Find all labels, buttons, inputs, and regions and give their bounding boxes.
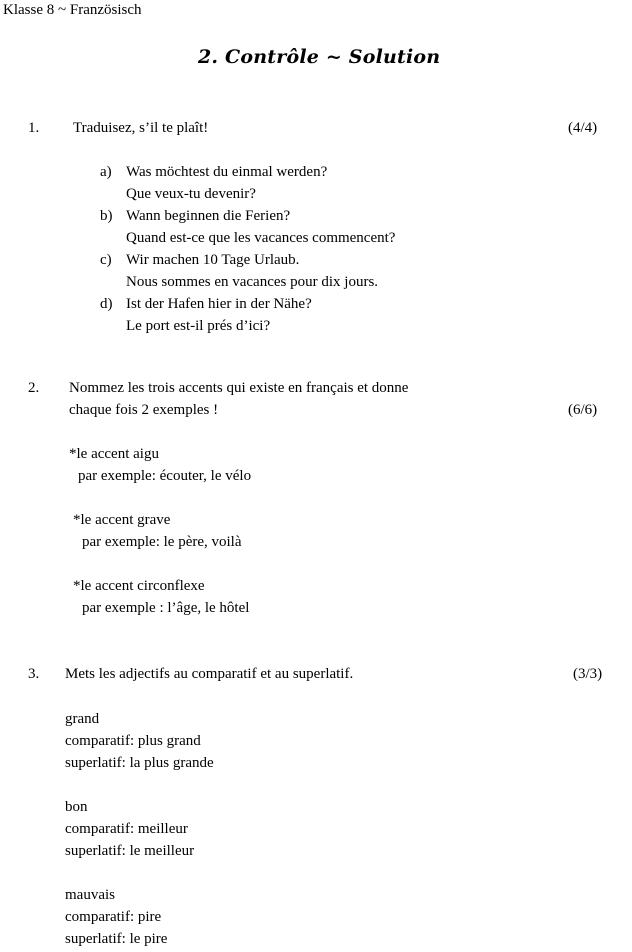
german-sentence: Was möchtest du einmal werden? [126,164,328,180]
exercise-score: (3/3) [573,666,603,682]
exercise-score: (6/6) [568,402,598,418]
item-letter: a) [100,164,112,180]
exercise-instruction: Traduisez, s’il te plaît! [73,120,209,136]
class-label: Klasse 8 ~ Französisch [3,2,142,18]
accent-name: *le accent aigu [69,446,159,462]
adjective-word: mauvais [65,887,115,903]
adjective-comparatif: comparatif: plus grand [65,733,201,749]
german-sentence: Wir machen 10 Tage Urlaub. [126,252,300,268]
accent-name: *le accent circonflexe [73,578,205,594]
item-letter: b) [100,208,113,224]
adjective-word: bon [65,799,88,815]
adjective-comparatif: comparatif: meilleur [65,821,188,837]
french-translation: Que veux-tu devenir? [126,186,256,202]
german-sentence: Wann beginnen die Ferien? [126,208,291,224]
exercise-number: 2. [28,380,40,396]
exercise-instruction: Mets les adjectifs au comparatif et au superlatif. [65,666,354,682]
item-letter: c) [100,252,112,268]
adjective-comparatif: comparatif: pire [65,909,162,925]
item-letter: d) [100,296,113,312]
exercise-score: (4/4) [568,120,598,136]
french-translation: Nous sommes en vacances pour dix jours. [126,274,379,290]
accent-example: par exemple : l’âge, le hôtel [82,600,250,616]
accent-example: par exemple: le père, voilà [82,534,242,550]
french-translation: Le port est-il prés d’ici? [126,318,271,334]
exercise-number: 1. [28,120,40,136]
exercise-number: 3. [28,666,40,682]
exercise-instruction: Nommez les trois accents qui existe en français et donne [69,380,409,396]
german-sentence: Ist der Hafen hier in der Nähe? [126,296,312,312]
adjective-superlatif: superlatif: la plus grande [65,755,214,771]
accent-name: *le accent grave [73,512,171,528]
accent-example: par exemple: écouter, le vélo [78,468,252,484]
page-title: 2. Contrôle ~ Solution [198,46,441,68]
exercise-instruction-continued: chaque fois 2 exemples ! [69,402,219,418]
french-translation: Quand est-ce que les vacances commencent? [126,230,396,246]
adjective-superlatif: superlatif: le pire [65,931,168,947]
adjective-word: grand [65,711,100,727]
adjective-superlatif: superlatif: le meilleur [65,843,195,859]
